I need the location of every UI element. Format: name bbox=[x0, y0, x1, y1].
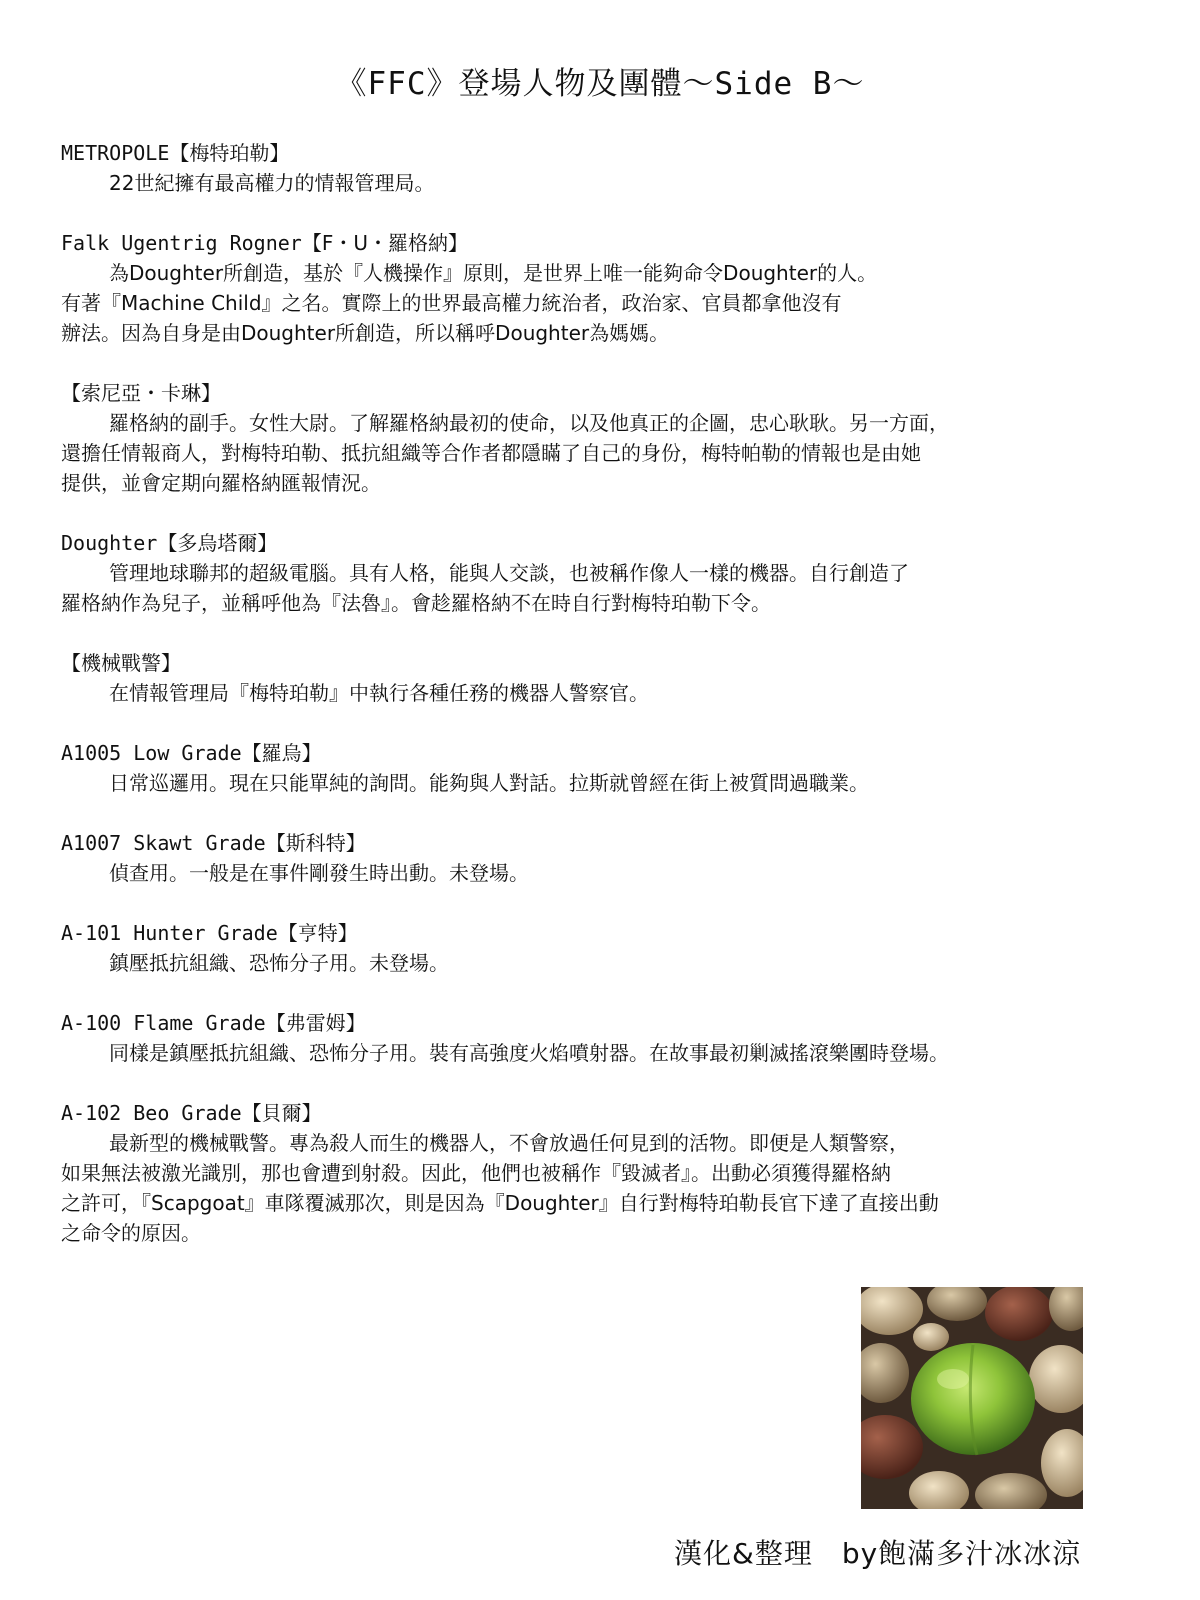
entry-description bbox=[61, 948, 1141, 978]
description-line: 羅格納作為兒子，並稱呼他為『法魯』。會趁羅格納不在時自行對梅特珀勒下令。 bbox=[61, 591, 771, 615]
entry-skawt-grade bbox=[61, 828, 1141, 888]
description-line: 辦法。因為自身是由Doughter所創造，所以稱呼Doughter為媽媽。 bbox=[61, 321, 670, 345]
description-line: 最新型的機械戰警。專為殺人而生的機器人，不會放過任何見到的活物。即便是人類警察， bbox=[109, 1131, 909, 1155]
succulent-photo-image bbox=[861, 1287, 1083, 1509]
entry-description bbox=[61, 168, 1141, 198]
description-line: 22世紀擁有最高權力的情報管理局。 bbox=[109, 171, 435, 195]
entry-hunter-grade bbox=[61, 918, 1141, 978]
entry-metropole bbox=[61, 138, 1141, 198]
entry-sonia bbox=[61, 378, 1141, 498]
entry-name: 【羅烏】 bbox=[241, 741, 322, 765]
entry-robocop bbox=[61, 648, 1141, 708]
entry-label: A-100 Flame Grade bbox=[61, 1011, 266, 1035]
succulent-photo bbox=[861, 1287, 1083, 1509]
description-line: 在情報管理局『梅特珀勒』中執行各種任務的機器人警察官。 bbox=[109, 681, 649, 705]
entry-flame-grade bbox=[61, 1008, 1141, 1068]
description-line: 羅格納的副手。女性大尉。了解羅格納最初的使命，以及他真正的企圖，忠心耿耿。另一方面， bbox=[109, 411, 949, 435]
entry-heading bbox=[61, 738, 1141, 768]
page-title: 《FFC》登場人物及團體～Side B～ bbox=[335, 66, 865, 102]
entry-rogner bbox=[61, 228, 1141, 348]
entry-label: METROPOLE bbox=[61, 141, 170, 165]
description-line: 提供，並會定期向羅格納匯報情況。 bbox=[61, 471, 381, 495]
entry-description bbox=[61, 1128, 1141, 1248]
entry-heading bbox=[61, 648, 1141, 678]
entry-label: Falk Ugentrig Rogner bbox=[61, 231, 302, 255]
entry-description bbox=[61, 408, 1141, 498]
entry-doughter bbox=[61, 528, 1141, 618]
entry-description bbox=[61, 678, 1141, 708]
entry-name: 【F・U・羅格納】 bbox=[301, 231, 468, 255]
entry-label: Doughter bbox=[61, 531, 158, 555]
entry-heading bbox=[61, 138, 1141, 168]
entry-heading bbox=[61, 918, 1141, 948]
entry-name: 【斯科特】 bbox=[265, 831, 366, 855]
entry-low-grade bbox=[61, 738, 1141, 798]
description-line: 管理地球聯邦的超級電腦。具有人格，能與人交談，也被稱作像人一樣的機器。自行創造了 bbox=[109, 561, 909, 585]
entry-heading bbox=[61, 528, 1141, 558]
description-line: 同樣是鎮壓抵抗組織、恐怖分子用。裝有高強度火焰噴射器。在故事最初剿滅搖滾樂團時登場。 bbox=[109, 1041, 949, 1065]
entry-description bbox=[61, 258, 1141, 348]
entry-heading bbox=[61, 378, 1141, 408]
description-line: 為Doughter所創造，基於『人機操作』原則，是世界上唯一能夠命令Doughter的人。 bbox=[109, 261, 878, 285]
entry-label: A-101 Hunter Grade bbox=[61, 921, 278, 945]
entry-heading bbox=[61, 828, 1141, 858]
description-line: 日常巡邏用。現在只能單純的詢問。能夠與人對話。拉斯就曾經在街上被質問過職業。 bbox=[109, 771, 869, 795]
entry-description bbox=[61, 858, 1141, 888]
entry-name: 【貝爾】 bbox=[241, 1101, 322, 1125]
entry-label: A1005 Low Grade bbox=[61, 741, 242, 765]
description-line: 還擔任情報商人，對梅特珀勒、抵抗組織等合作者都隱瞞了自己的身份，梅特帕勒的情報也是由她 bbox=[61, 441, 921, 465]
description-line: 有著『Machine Child』之名。實際上的世界最高權力統治者，政治家、官員都拿他沒有 bbox=[61, 291, 842, 315]
entry-description bbox=[61, 1038, 1141, 1068]
entry-description bbox=[61, 558, 1141, 618]
entry-heading bbox=[61, 228, 1141, 258]
description-line: 之許可，『Scapgoat』車隊覆滅那次，則是因為『Doughter』自行對梅特珀勒長官下達了直接出動 bbox=[61, 1191, 939, 1215]
entry-heading bbox=[61, 1098, 1141, 1128]
entry-name: 【弗雷姆】 bbox=[265, 1011, 366, 1035]
entry-name: 【亨特】 bbox=[277, 921, 358, 945]
description-line: 如果無法被激光識別，那也會遭到射殺。因此，他們也被稱作『毀滅者』。出動必須獲得羅格納 bbox=[61, 1161, 891, 1185]
entry-description bbox=[61, 768, 1141, 798]
entry-heading bbox=[61, 1008, 1141, 1038]
description-line: 之命令的原因。 bbox=[61, 1221, 201, 1245]
description-line: 偵查用。一般是在事件剛發生時出動。未登場。 bbox=[109, 861, 529, 885]
entry-label: A-102 Beo Grade bbox=[61, 1101, 242, 1125]
entry-label: A1007 Skawt Grade bbox=[61, 831, 266, 855]
entry-name: 【多烏塔爾】 bbox=[157, 531, 278, 555]
description-line: 鎮壓抵抗組織、恐怖分子用。未登場。 bbox=[109, 951, 449, 975]
entry-list bbox=[61, 138, 1141, 1278]
credit-text: 漢化&整理 by飽滿多汁冰冰涼 bbox=[674, 1537, 1082, 1570]
entry-beo-grade bbox=[61, 1098, 1141, 1248]
entry-name: 【機械戰警】 bbox=[61, 651, 181, 675]
entry-name: 【梅特珀勒】 bbox=[169, 141, 290, 165]
entry-name: 【索尼亞・卡琳】 bbox=[61, 381, 221, 405]
